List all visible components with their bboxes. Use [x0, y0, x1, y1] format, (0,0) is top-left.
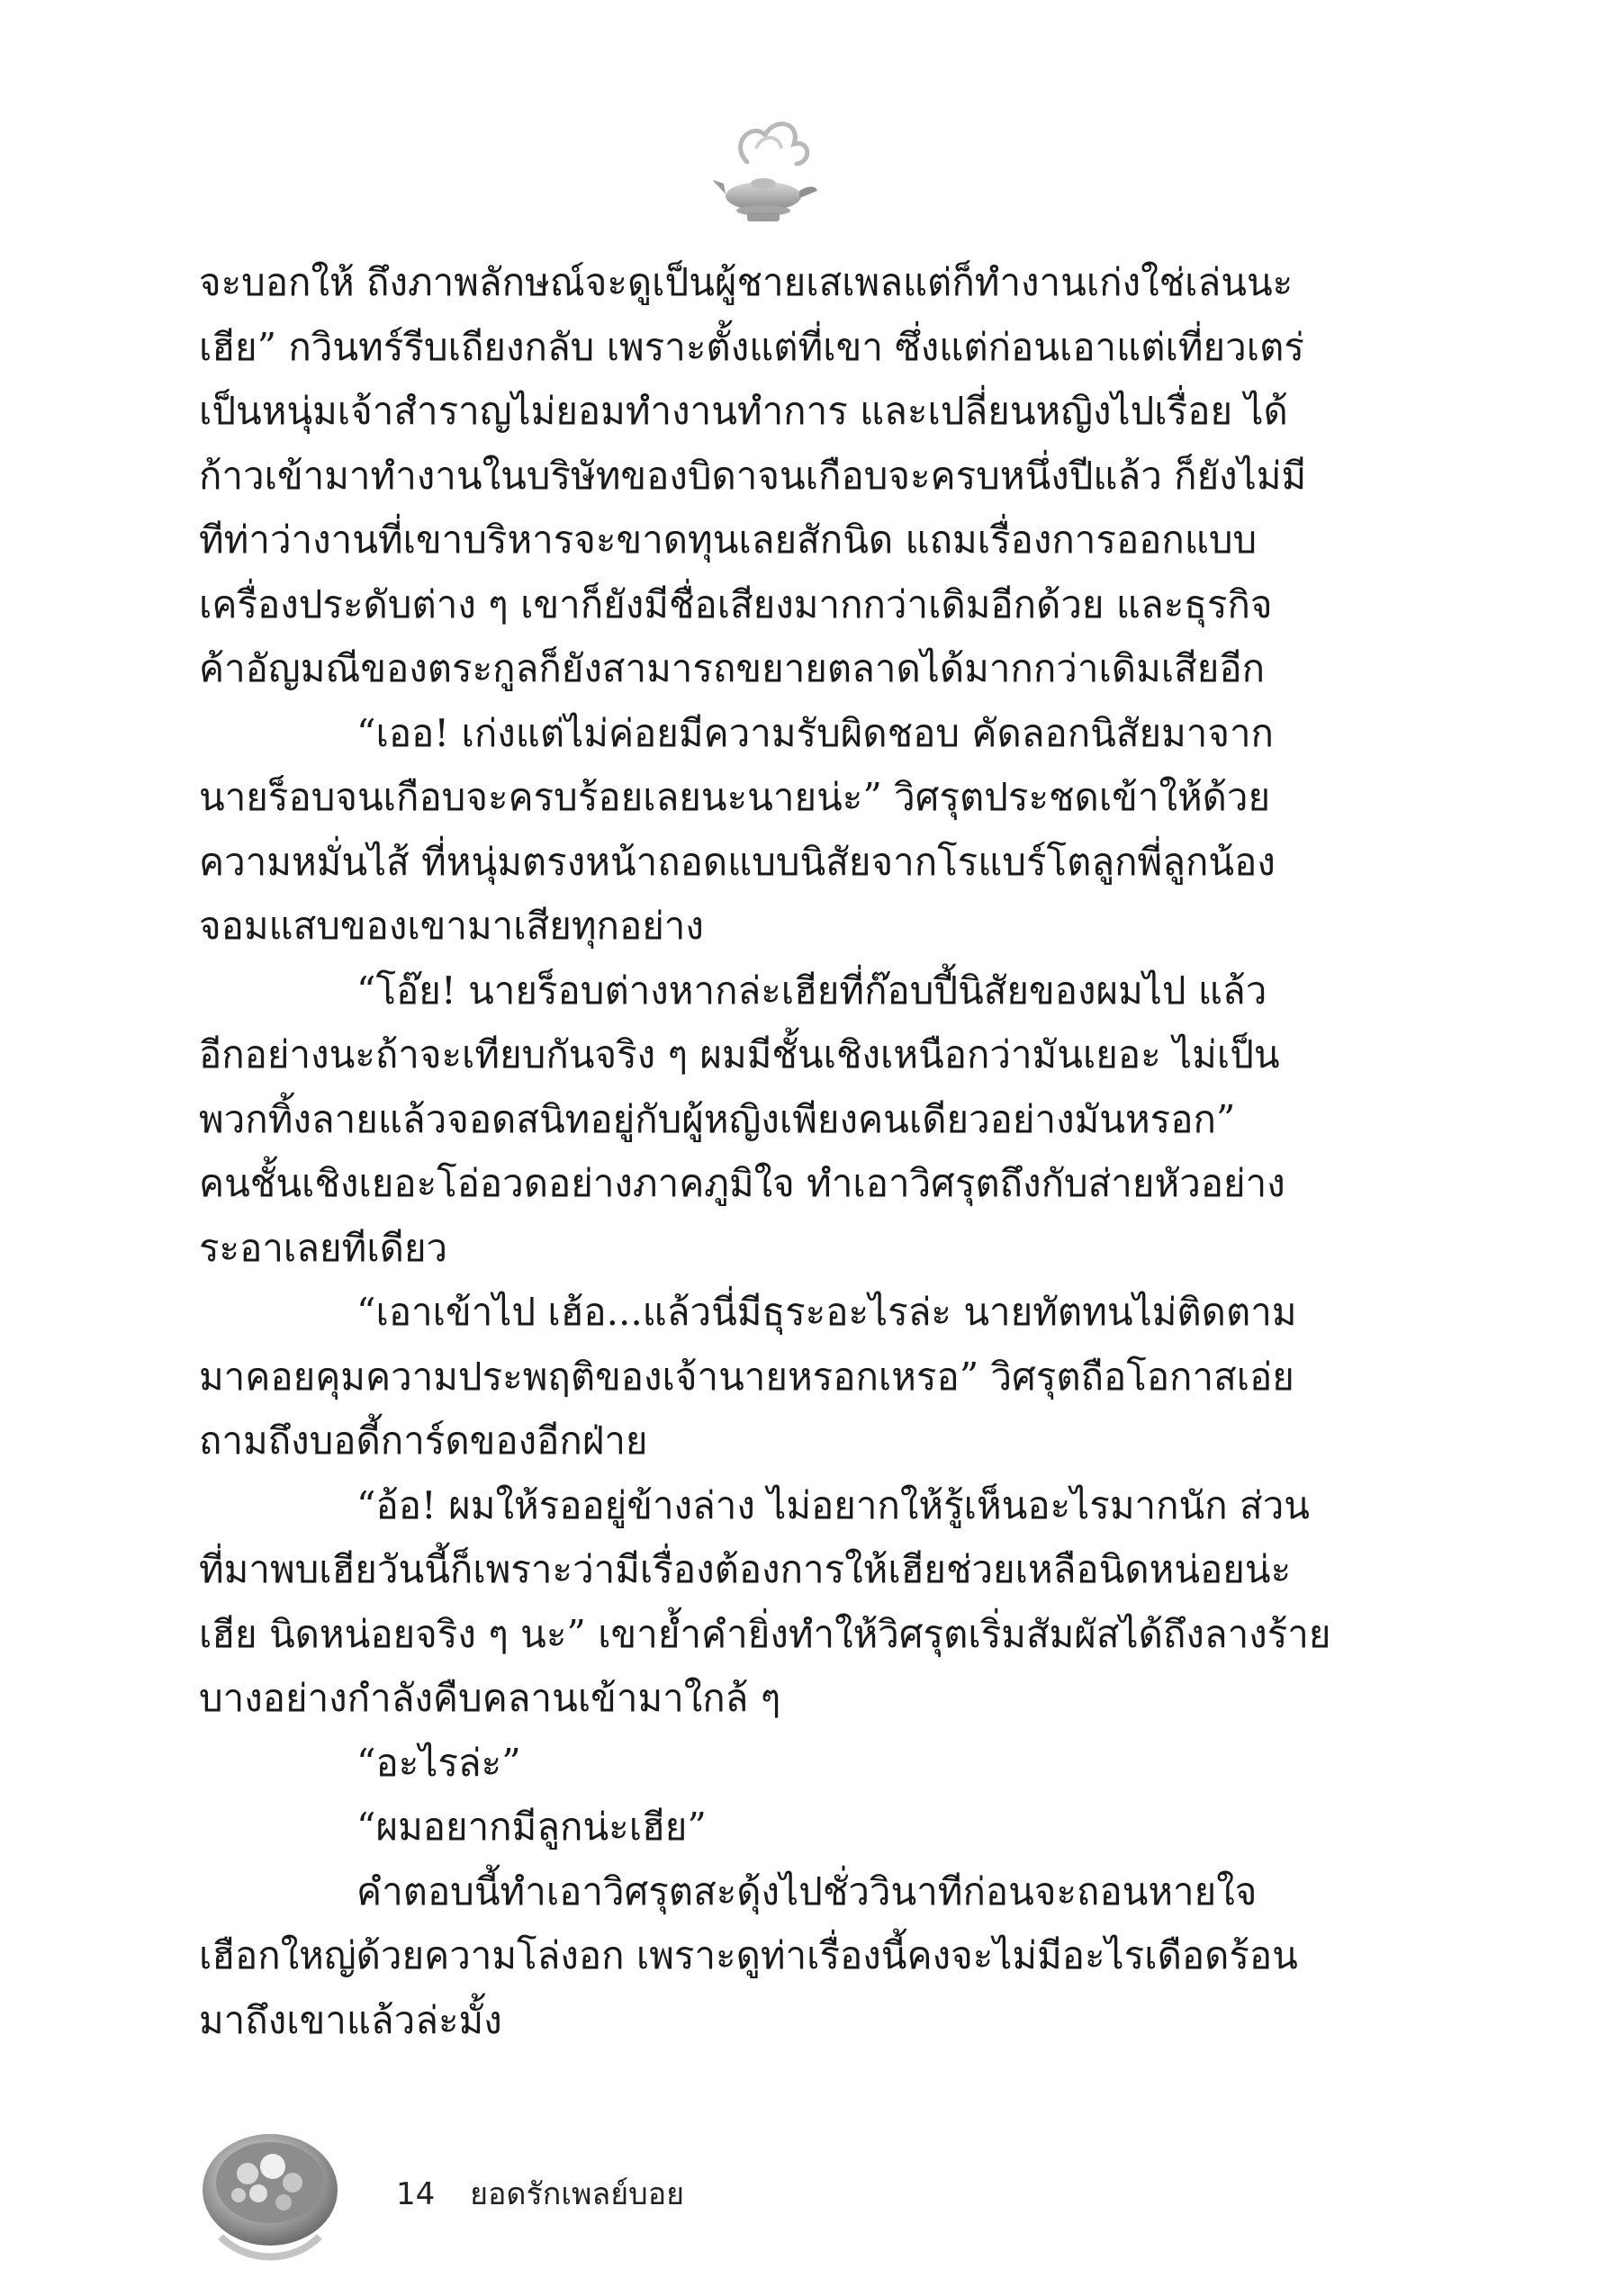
- text-line: “เอาเข้าไป เฮ้อ...แล้วนี่มีธุระอะไรล่ะ นายทัตทนไม่ติดตาม: [356, 1290, 1297, 1334]
- text-line: เฮือกใหญ่ด้วยความโล่งอก เพราะดูท่าเรื่องนี้คงจะไม่มีอะไรเดือดร้อน: [199, 1933, 1298, 1977]
- jewel-bowl-icon: [194, 2120, 347, 2273]
- text-line: “อะไรล่ะ”: [356, 1740, 521, 1785]
- text-line: ถามถึงบอดี้การ์ดของอีกฝ่าย: [199, 1418, 648, 1463]
- lamp-ornament-icon: [711, 108, 819, 234]
- text-line: ทีท่าว่างานที่เขาบริหารจะขาดทุนเลยสักนิด แถมเรื่องการออกแบบ: [199, 518, 1258, 562]
- text-line: บางอย่างกำลังคืบคลานเข้ามาใกล้ ๆ: [199, 1676, 781, 1720]
- text-line: “เออ! เก่งแต่ไม่ค่อยมีความรับผิดชอบ คัดลอกนิสัยมาจาก: [356, 710, 1274, 755]
- text-line: เครื่องประดับต่าง ๆ เขาก็ยังมีชื่อเสียงมากกว่าเดิมอีกด้วย และธุรกิจ: [199, 581, 1273, 626]
- text-line: ที่มาพบเฮียวันนี้ก็เพราะว่ามีเรื่องต้องการให้เฮียช่วยเหลือนิดหน่อยน่ะ: [199, 1547, 1292, 1591]
- text-line: “อ้อ! ผมให้รออยู่ข้างล่าง ไม่อยากให้รู้เห็นอะไรมากนัก ส่วน: [356, 1482, 1310, 1527]
- text-line: จอมแสบของเขามาเสียทุกอย่าง: [199, 904, 704, 948]
- text-line: มาคอยคุมความประพฤติของเจ้านายหรอกเหรอ” วิศรุตถือโอกาสเอ่ย: [199, 1354, 1294, 1399]
- text-line: ก้าวเข้ามาทำงานในบริษัทของบิดาจนเกือบจะครบหนึ่งปีแล้ว ก็ยังไม่มี: [199, 453, 1307, 498]
- text-line: พวกทิ้งลายแล้วจอดสนิทอยู่กับผู้หญิงเพียงคนเดียวอย่างมันหรอก”: [199, 1096, 1236, 1141]
- text-line: ความหมั่นไส้ ที่หนุ่มตรงหน้าถอดแบบนิสัยจากโรแบร์โตลูกพี่ลูกน้อง: [199, 839, 1276, 884]
- text-line: นายร็อบจนเกือบจะครบร้อยเลยนะนายน่ะ” วิศรุตประชดเข้าให้ด้วย: [199, 775, 1271, 819]
- text-line: ค้าอัญมณีของตระกูลก็ยังสามารถขยายตลาดได้มากกว่าเดิมเสียอีก: [199, 646, 1266, 690]
- body-text: [199, 250, 1333, 2052]
- text-line: เฮีย นิดหน่อยจริง ๆ นะ” เขาย้ำคำยิ่งทำให้วิศรุตเริ่มสัมผัสได้ถึงลางร้าย: [199, 1611, 1331, 1656]
- text-line: คำตอบนี้ทำเอาวิศรุตสะดุ้งไปชั่ววินาทีก่อนจะถอนหายใจ: [356, 1868, 1258, 1913]
- page-number: 14: [396, 2176, 436, 2212]
- book-title: ยอดรักเพลย์บอย: [470, 2176, 685, 2212]
- text-line: “ผมอยากมีลูกน่ะเฮีย”: [356, 1805, 707, 1849]
- text-line: จะบอกให้ ถึงภาพลักษณ์จะดูเป็นผู้ชายเสเพลแต่ก็ทำงานเก่งใช่เล่นนะ: [199, 260, 1294, 304]
- page-footer: [396, 2169, 684, 2218]
- text-line: คนชั้นเชิงเยอะโอ่อวดอย่างภาคภูมิใจ ทำเอาวิศรุตถึงกับส่ายหัวอย่าง: [199, 1161, 1285, 1205]
- text-line: “โอ๊ย! นายร็อบต่างหากล่ะเฮียที่ก๊อบปี้นิสัยของผมไป แล้ว: [356, 968, 1267, 1013]
- text-line: เฮีย” กวินทร์รีบเถียงกลับ เพราะตั้งแต่ที่เขา ซึ่งแต่ก่อนเอาแต่เที่ยวเตร่: [199, 324, 1304, 369]
- text-line: อีกอย่างนะถ้าจะเทียบกันจริง ๆ ผมมีชั้นเชิงเหนือกว่ามันเยอะ ไม่เป็น: [199, 1032, 1280, 1076]
- text-line: มาถึงเขาแล้วล่ะมั้ง: [199, 1997, 502, 2042]
- text-line: เป็นหนุ่มเจ้าสำราญไม่ยอมทำงานทำการ และเปลี่ยนหญิงไปเรื่อย ได้: [199, 389, 1288, 433]
- text-line: ระอาเลยทีเดียว: [199, 1225, 448, 1270]
